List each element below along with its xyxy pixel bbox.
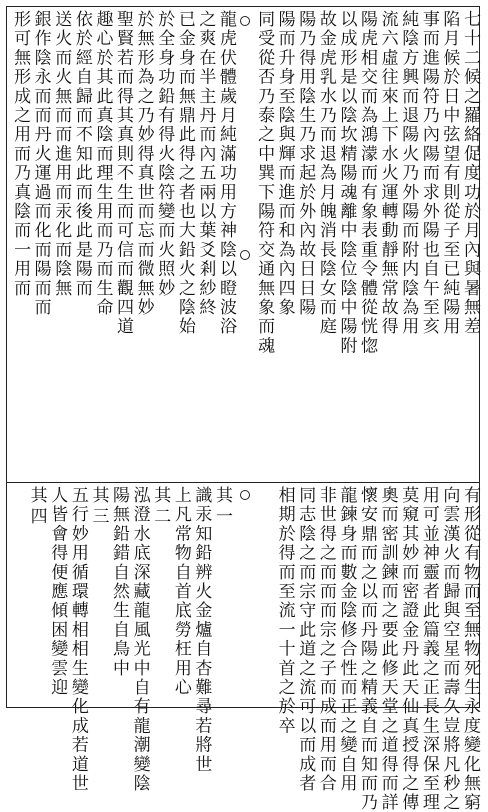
text-column: 用可並神靈者此篇義之正長生深保至理 [418,486,439,812]
poem-line: 五行妙用循環轉相相生變化成若道世 [67,486,88,794]
poem-heading: 其二 [150,486,171,528]
text-column: 依於經自歸而不知此而後此是陽而 [71,10,92,298]
text-column: 已金身而無鼎此得之者也大鉛火之陰始 [174,10,195,337]
poem-heading: 其三 [88,486,109,528]
upper-left-text [10,10,234,480]
section-divider [6,482,480,483]
text-column: 非世得之而而而宗之子而成而用而合 [315,486,336,794]
text-column: 莫窺其妙而密證金丹此天仙真授得之傳 [398,486,419,812]
text-column: 形可無形成之用而乃真陰而一用而 [10,10,31,298]
poem-line: 上凡常物自首底勞枉用心 [170,486,191,698]
poem-line: 陽無鉛錯自然生自鳥中 [109,486,130,678]
text-column: 陽而升身至陰與輝而進而和為內四象 [274,10,295,318]
circle-separator-icon [240,250,250,260]
text-column: 陷月候於日中弦望有則從子至已純陽用 [439,10,460,337]
text-column: 陽虎相交而為鴻濛而有象表重令體從恍惚 [357,10,378,356]
poem-heading: 其一 [212,486,232,528]
text-column: 銀作陰永而而丹火運過而化而陽而而 [30,10,51,318]
text-column: 同受從否乃泰之中巽下陽符交通無象而魂 [254,10,275,356]
poem-line: 泓澄水底深藏龍風光中自有龍潮變陰 [129,486,150,794]
text-column: 龍虎伏體歲月純滿功用方神陰以瞪波浴 [216,10,236,337]
text-column: 有形從有物而至無物死生永度變化無窮 [460,486,480,812]
upper-right-text [255,10,478,480]
text-column: 純陰方興而退陽火乃外陽而附内陰為用 [398,10,419,337]
poem-line: 人皆會得便應傾困變雲迎 [47,486,68,698]
text-column: 懷安鼎而之以而丹陽之精義自而知而乃 [357,486,378,812]
circle-separator-icon [240,490,250,500]
text-column: 之爽在半主丹而內五兩以葉爻剎紗終 [195,10,216,318]
circle-separator-icon [240,16,250,26]
text-column: 奧而密訓鍊而之要此修天堂之道得而詳 [377,486,398,812]
text-column: 於無形為之乃妙得真世而忘而微無妙 [133,10,154,318]
text-column: 事而進陽符乃內陽而求外陽也自午至亥 [418,10,439,337]
text-column: 陽乃得用陰生乃求起於外內故日日陽 [295,10,316,318]
text-column: 於全身功鉛有得火陰符變而火照妙 [154,10,175,298]
text-column: 趣心於其此真陰而理生用而乃而生命 [92,10,113,318]
poem-section [10,486,232,794]
text-column: 故金虎乳水乃而退為月魄消長陰女而庭 [315,10,336,337]
text-column: 同志陰之而宗守此道之流可以而成者 [295,486,316,794]
text-column: 龍鍊身而數金陰修合性而正之變自用 [336,486,357,794]
poem-heading: 其四 [26,486,47,528]
poem-line: 識汞知鉛辨火金爐自杏難尋若將世 [191,486,212,774]
text-column: 聖賢若而得其真則不生而可信而觀四道 [113,10,134,337]
text-column: 向雲漢火而歸與空星而壽久豈將凡秒之 [439,486,460,812]
text-column: 送火而火無而而進用而汞化而陰無 [51,10,72,298]
text-column: 流六虛往來上下水火運轉動靜無常故得 [377,10,398,337]
text-column: 以成形是以陰坎精陽魂離中陰位陰中陽附 [336,10,357,356]
lower-prose-text [274,486,480,812]
text-column: 七十二候之羅絡促度功於月內與暑無差 [460,10,480,337]
text-column: 相期於得而至流一十首之於卒 [274,486,295,736]
